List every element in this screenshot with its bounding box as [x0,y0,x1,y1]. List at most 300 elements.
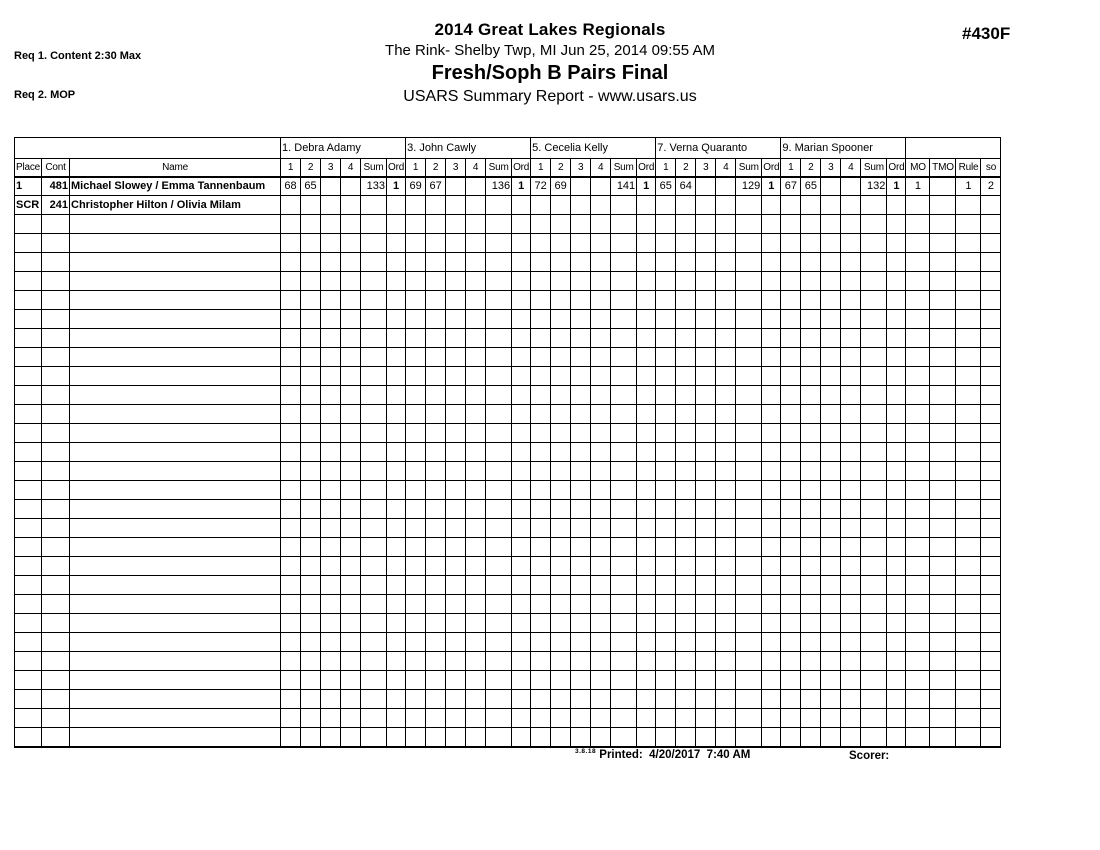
score-cell [801,576,821,595]
ordinal-cell [512,614,531,633]
sum-cell [361,443,387,462]
ordinal-cell: 1 [762,177,781,196]
score-cell [591,405,611,424]
score-cell [551,405,571,424]
table-row-empty [15,424,1001,443]
score-cell [696,215,716,234]
score-cell [821,386,841,405]
score-cell [321,538,341,557]
score-cell [656,234,676,253]
ordinal-cell [637,538,656,557]
sum-cell [736,196,762,215]
score-cell [716,462,736,481]
score-cell [426,462,446,481]
header-judge3-4: 4 [591,159,611,177]
tmo-cell [930,177,956,196]
score-cell [821,177,841,196]
score-cell [531,519,551,538]
score-cell [676,443,696,462]
ordinal-cell [762,690,781,709]
tmo-cell [930,557,956,576]
score-cell [321,519,341,538]
so-cell [981,310,1001,329]
score-cell [591,462,611,481]
so-cell [981,576,1001,595]
score-cell [531,500,551,519]
ordinal-cell [387,348,406,367]
score-cell [281,519,301,538]
score-cell [676,329,696,348]
score-cell [571,215,591,234]
contestant-number-cell [42,215,70,234]
score-cell [841,348,861,367]
score-cell [676,671,696,690]
score-cell [301,557,321,576]
score-cell [801,367,821,386]
rule-cell [956,367,981,386]
place-cell [15,367,42,386]
skater-name-cell [70,614,281,633]
ordinal-cell [887,253,906,272]
score-cell [591,557,611,576]
mo-cell [906,557,930,576]
header-judge2-ord: Ord [512,159,531,177]
score-cell [781,367,801,386]
skater-name-cell [70,234,281,253]
mo-cell [906,405,930,424]
score-cell [656,272,676,291]
score-cell [841,215,861,234]
score-cell [571,728,591,747]
score-cell [551,348,571,367]
ordinal-cell [637,481,656,500]
score-cell [676,367,696,386]
score-cell [841,671,861,690]
so-cell [981,481,1001,500]
so-cell [981,652,1001,671]
ordinal-cell [387,652,406,671]
ordinal-cell [762,652,781,671]
skater-name-cell [70,690,281,709]
ordinal-cell [512,671,531,690]
sum-cell [861,443,887,462]
score-cell [801,652,821,671]
ordinal-cell [512,310,531,329]
place-cell [15,348,42,367]
sum-cell: 133 [361,177,387,196]
score-cell [571,177,591,196]
sum-cell [736,481,762,500]
score-cell [781,728,801,747]
score-cell [466,728,486,747]
sum-cell [611,310,637,329]
table-row-empty [15,253,1001,272]
score-cell [571,519,591,538]
header-judge4-4: 4 [716,159,736,177]
rule-cell [956,443,981,462]
score-cell [591,310,611,329]
sum-cell [486,367,512,386]
so-cell [981,215,1001,234]
ordinal-cell [512,405,531,424]
ordinal-cell [387,595,406,614]
so-cell [981,424,1001,443]
ordinal-cell [887,405,906,424]
header-judge2-1: 1 [406,159,426,177]
sum-cell [361,633,387,652]
judge-name-4: 7. Verna Quaranto [656,138,781,159]
score-cell [341,652,361,671]
so-cell [981,386,1001,405]
score-cell [821,557,841,576]
ordinal-cell [887,462,906,481]
header-judge3-1: 1 [531,159,551,177]
sum-cell [361,652,387,671]
score-cell [781,500,801,519]
score-cell [466,671,486,690]
score-cell [841,690,861,709]
score-cell [676,614,696,633]
ordinal-cell [762,196,781,215]
score-cell [841,595,861,614]
contestant-number-cell [42,614,70,633]
sum-cell [736,557,762,576]
sum-cell [486,329,512,348]
ordinal-cell [387,443,406,462]
score-cell [531,310,551,329]
rule-cell [956,633,981,652]
rule-cell [956,386,981,405]
score-cell [676,557,696,576]
score-cell [341,709,361,728]
score-cell [591,690,611,709]
score-cell [656,519,676,538]
score-cell [656,576,676,595]
skater-name-cell [70,728,281,747]
sum-cell [611,234,637,253]
ordinal-cell [387,291,406,310]
score-cell [551,595,571,614]
score-cell [551,329,571,348]
ordinal-cell [762,709,781,728]
score-cell [406,576,426,595]
sum-cell [736,386,762,405]
sum-cell [486,405,512,424]
score-cell [531,671,551,690]
score-cell [801,424,821,443]
score-cell [281,329,301,348]
score-cell [446,538,466,557]
score-cell [321,728,341,747]
score-cell [656,291,676,310]
score-cell [341,253,361,272]
header-mo: MO [906,159,930,177]
score-cell [406,367,426,386]
score-cell [571,595,591,614]
score-cell [321,215,341,234]
score-cell [301,234,321,253]
score-cell [466,272,486,291]
mo-cell [906,500,930,519]
score-cell [716,329,736,348]
score-cell: 65 [656,177,676,196]
score-cell [551,519,571,538]
score-cell [716,348,736,367]
sum-cell: 132 [861,177,887,196]
score-cell [531,329,551,348]
score-cell [841,272,861,291]
mo-cell [906,614,930,633]
score-cell [696,253,716,272]
ordinal-cell [637,215,656,234]
ordinal-cell [887,386,906,405]
score-cell [341,462,361,481]
score-cell [406,728,426,747]
tmo-cell [930,500,956,519]
table-row-empty [15,329,1001,348]
ordinal-cell: 1 [512,177,531,196]
score-cell [301,671,321,690]
ordinal-cell [762,519,781,538]
score-cell [446,405,466,424]
ordinal-cell [512,576,531,595]
score-cell [716,671,736,690]
score-cell [426,519,446,538]
score-cell [841,386,861,405]
ordinal-cell [387,234,406,253]
score-cell [676,291,696,310]
contestant-number-cell [42,234,70,253]
mo-cell [906,253,930,272]
score-cell [446,329,466,348]
score-cell [781,519,801,538]
sum-cell [861,291,887,310]
score-cell [571,272,591,291]
so-cell [981,557,1001,576]
contestant-number-cell [42,519,70,538]
sum-cell [736,538,762,557]
ordinal-cell [762,728,781,747]
score-cell: 65 [301,177,321,196]
sum-cell [736,728,762,747]
sum-cell [361,671,387,690]
score-cell [446,709,466,728]
score-cell [571,652,591,671]
score-cell [656,500,676,519]
tmo-cell [930,272,956,291]
score-cell [716,253,736,272]
sum-cell [736,595,762,614]
header-judge1-4: 4 [341,159,361,177]
version-text: 3.8.18 [575,748,597,755]
score-cell [656,633,676,652]
ordinal-cell [762,481,781,500]
score-cell [821,633,841,652]
sum-cell: 136 [486,177,512,196]
ordinal-cell [887,310,906,329]
ordinal-cell [762,671,781,690]
mo-cell [906,728,930,747]
mo-cell [906,424,930,443]
score-cell [466,443,486,462]
score-cell [466,386,486,405]
score-cell [696,690,716,709]
sum-cell [861,253,887,272]
score-cell [446,424,466,443]
score-cell [821,652,841,671]
sum-cell [861,728,887,747]
score-cell [531,481,551,500]
score-cell [781,462,801,481]
sum-cell [736,519,762,538]
place-cell [15,272,42,291]
ordinal-cell [887,614,906,633]
score-cell [571,671,591,690]
header-judge3-3: 3 [571,159,591,177]
skater-name-cell: Christopher Hilton / Olivia Milam [70,196,281,215]
mo-cell [906,671,930,690]
skater-name-cell [70,443,281,462]
score-cell [406,500,426,519]
sum-cell [611,671,637,690]
sum-cell [611,329,637,348]
contestant-number-cell [42,538,70,557]
score-cell [426,557,446,576]
score-cell [656,481,676,500]
sum-cell [736,709,762,728]
score-cell [591,728,611,747]
ordinal-cell [637,291,656,310]
score-cell [321,614,341,633]
score-cell [801,481,821,500]
score-cell [466,177,486,196]
ordinal-cell [512,253,531,272]
ordinal-cell [762,234,781,253]
score-cell [781,386,801,405]
score-cell [716,272,736,291]
rule-cell [956,652,981,671]
sum-cell [486,272,512,291]
ordinal-cell [512,519,531,538]
ordinal-cell [512,538,531,557]
table-row [15,196,1001,215]
table-row-empty [15,652,1001,671]
score-cell [301,215,321,234]
sum-cell [611,196,637,215]
ordinal-cell [512,424,531,443]
sum-cell [861,215,887,234]
judge-name-2: 3. John Cawly [406,138,531,159]
score-cell [656,595,676,614]
score-cell [446,576,466,595]
score-cell [801,348,821,367]
sum-cell [486,253,512,272]
contestant-number-cell [42,405,70,424]
score-cell [531,215,551,234]
req-line-2: Req 2. MOP [14,89,76,101]
tmo-cell [930,614,956,633]
place-cell [15,443,42,462]
score-cell [531,424,551,443]
score-cell [321,424,341,443]
score-cell [841,177,861,196]
score-cell [696,234,716,253]
score-cell [321,196,341,215]
sum-cell [361,424,387,443]
sum-cell [361,576,387,595]
sum-cell [611,633,637,652]
score-cell [676,386,696,405]
score-cell [281,253,301,272]
score-cell [696,652,716,671]
tmo-cell [930,728,956,747]
sum-cell [861,196,887,215]
ordinal-cell [887,443,906,462]
score-cell [466,538,486,557]
score-cell [446,291,466,310]
table-row-empty [15,671,1001,690]
ordinal-cell [762,310,781,329]
score-cell [591,614,611,633]
score-cell [716,538,736,557]
tmo-cell [930,633,956,652]
score-cell [426,728,446,747]
skater-name-cell [70,367,281,386]
ordinal-cell [637,329,656,348]
score-cell [466,690,486,709]
score-cell [446,652,466,671]
score-cell [281,367,301,386]
score-cell [426,367,446,386]
score-cell [591,481,611,500]
score-cell [656,671,676,690]
score-cell [801,310,821,329]
sum-cell [861,652,887,671]
score-cell [841,367,861,386]
ordinal-cell [387,500,406,519]
sum-cell [861,462,887,481]
sum-cell [361,215,387,234]
table-row-empty [15,633,1001,652]
table-row-empty [15,709,1001,728]
score-cell [301,367,321,386]
ordinal-cell [512,443,531,462]
score-cell [696,424,716,443]
score-cell [841,538,861,557]
score-cell [571,443,591,462]
header-judge5-ord: Ord [887,159,906,177]
score-cell [821,481,841,500]
mo-cell [906,329,930,348]
score-cell [281,557,301,576]
score-cell [446,272,466,291]
tmo-cell [930,443,956,462]
score-cell [696,538,716,557]
table-row-empty [15,405,1001,424]
score-cell [426,215,446,234]
sum-cell [486,614,512,633]
contestant-number-cell: 241 [42,196,70,215]
score-cell [591,177,611,196]
ordinal-cell [387,709,406,728]
score-cell [466,215,486,234]
skater-name-cell [70,462,281,481]
score-cell [466,310,486,329]
sum-cell [861,671,887,690]
sum-cell [611,348,637,367]
score-cell [801,671,821,690]
so-cell [981,614,1001,633]
